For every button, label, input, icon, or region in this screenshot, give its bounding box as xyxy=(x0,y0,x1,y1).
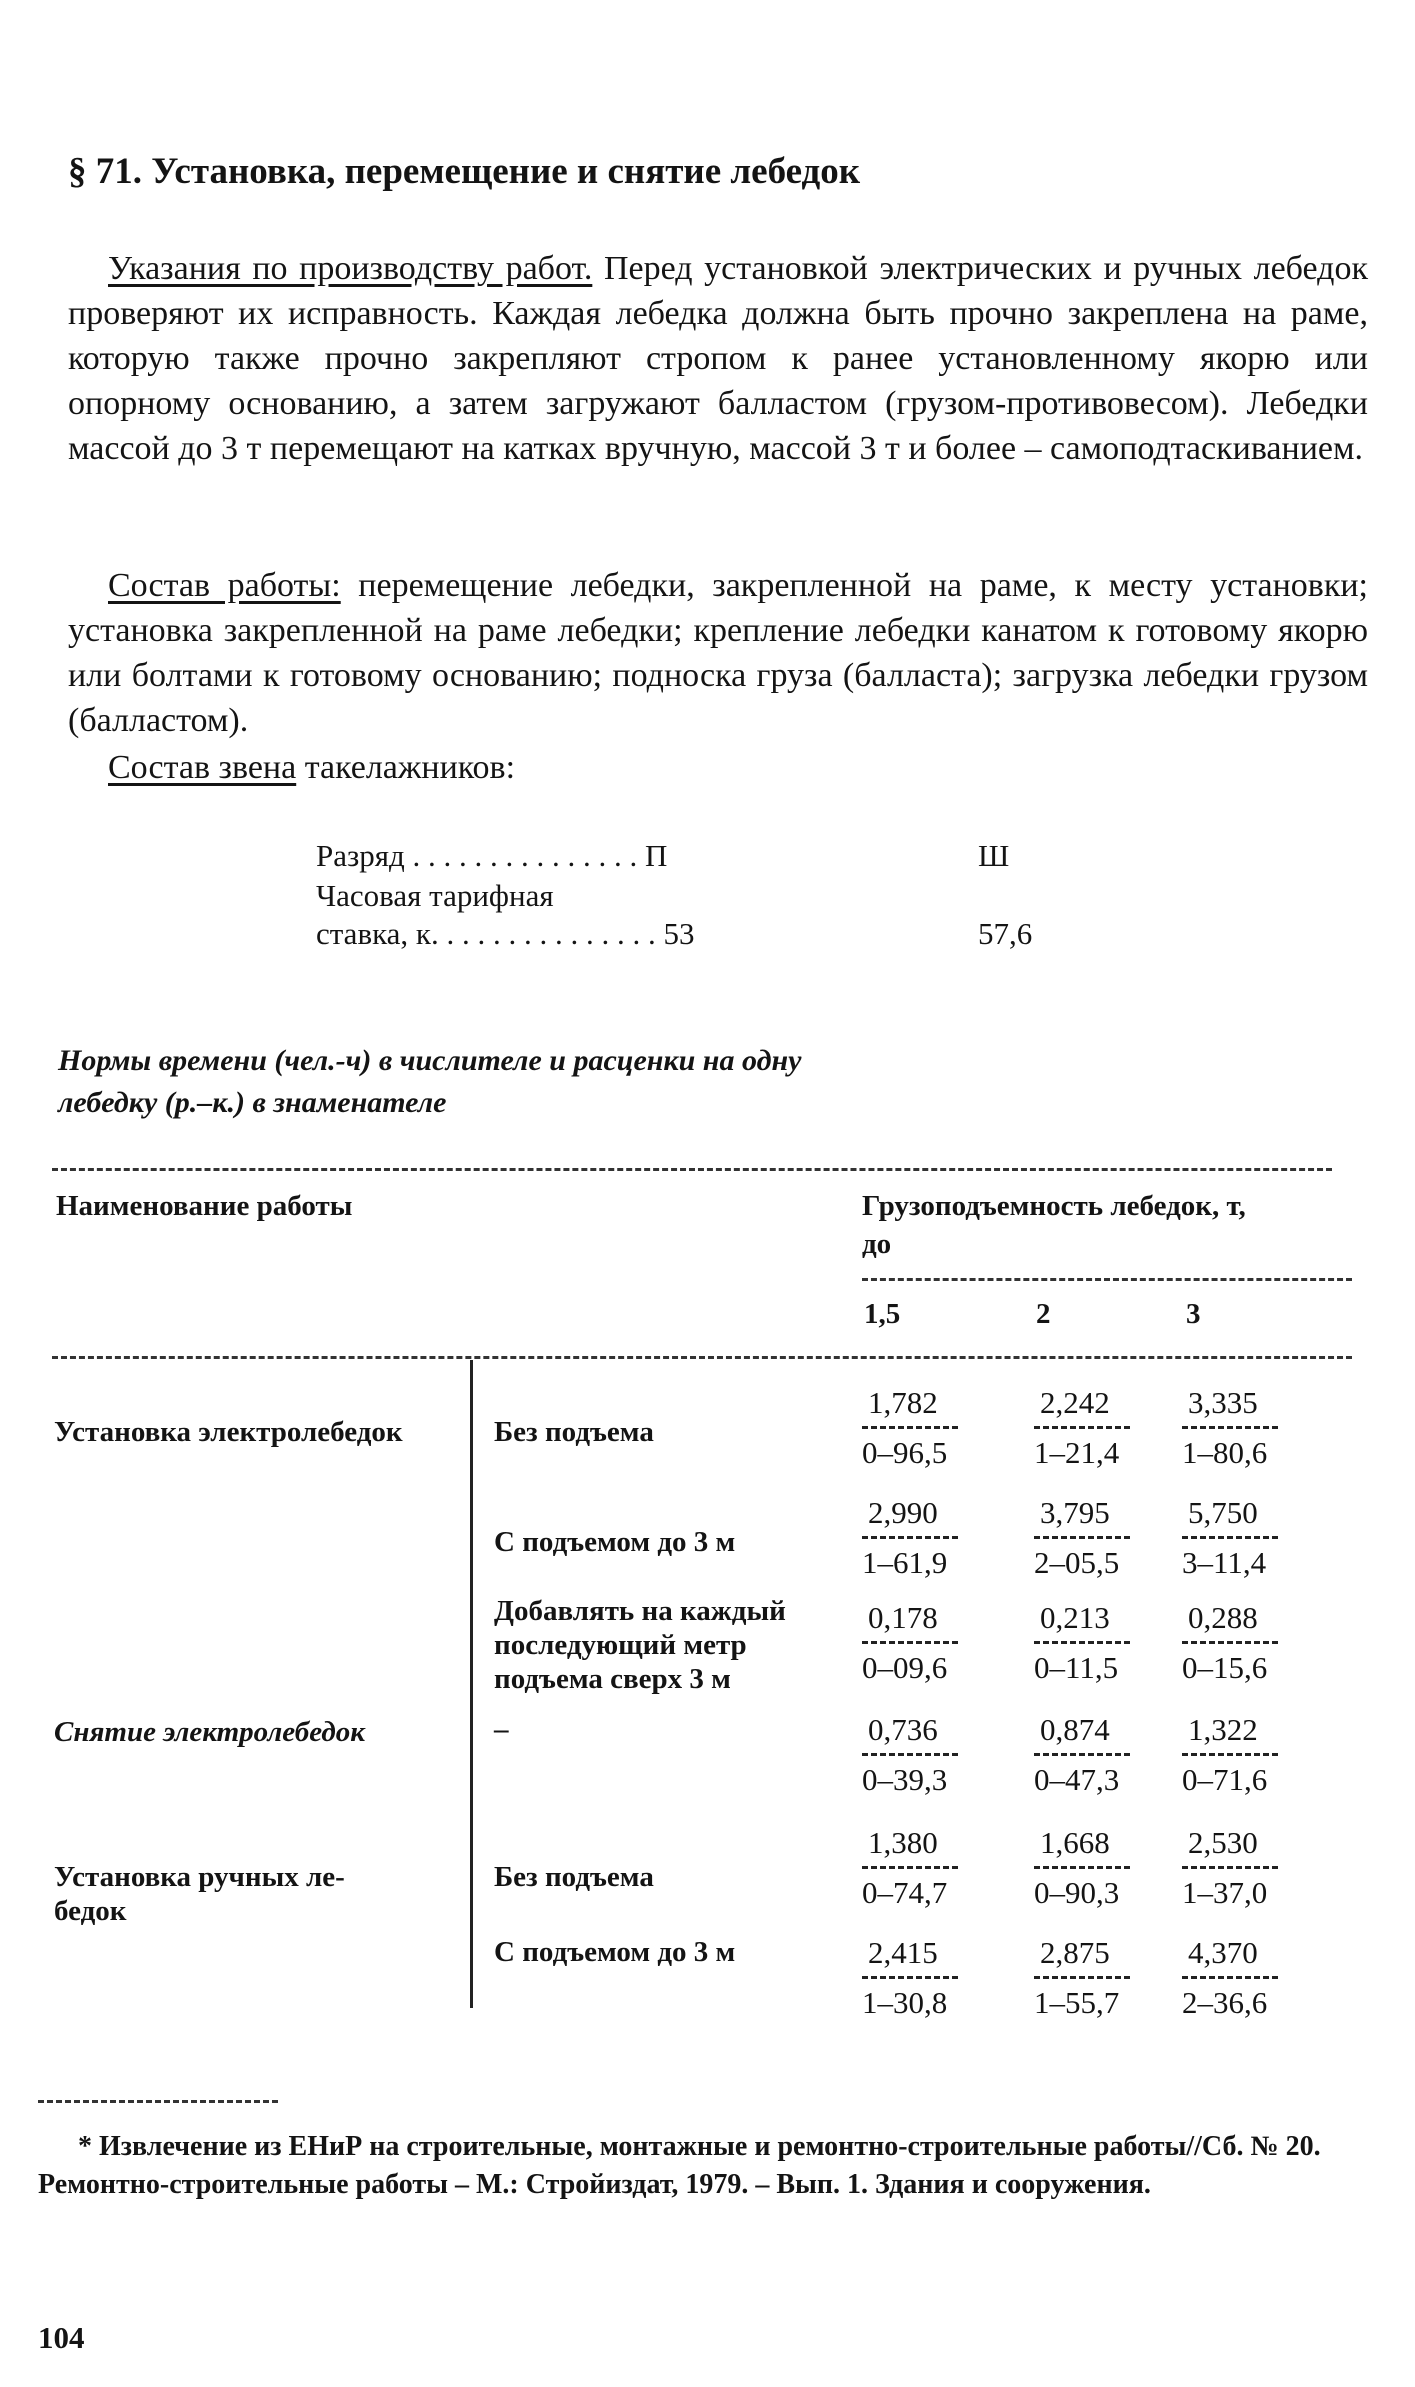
paragraph-work-composition xyxy=(68,563,1368,743)
value-denominator: 0–09,6 xyxy=(862,1650,948,1685)
value-numerator: 1,668 xyxy=(1040,1825,1110,1860)
table-header-rule xyxy=(52,1356,1352,1359)
instructions-lead: Указания по производству работ. xyxy=(108,250,593,287)
cond-row-3-line-2: последующий метр xyxy=(494,1629,747,1661)
fraction-line xyxy=(862,1976,958,1979)
page-number: 104 xyxy=(38,2320,85,2355)
value-numerator: 0,213 xyxy=(1040,1600,1110,1635)
col-header-name: Наименование работы xyxy=(56,1190,353,1222)
crew-rate-3: 57,6 xyxy=(978,916,1033,951)
footnote: * Извлечение из ЕНиР на строительные, монтажные и ремонтно-строительные работы//Сб. № 20. Ремонтно-строительные работы – М.: Стройиздат, 1979. – Вып. 1. Здания и сооружения. xyxy=(38,2131,1321,2200)
value-denominator: 0–15,6 xyxy=(1182,1650,1268,1685)
work-composition-lead: Состав работы: xyxy=(108,567,341,604)
value-numerator: 3,335 xyxy=(1188,1385,1258,1420)
cond-row-2: С подъемом до 3 м xyxy=(494,1526,736,1558)
caption-line-1: Нормы времени (чел.-ч) в числителе и расценки на одну xyxy=(58,1044,802,1077)
group-install-manual-line-1: Установка ручных ле- xyxy=(54,1861,345,1893)
value-denominator: 3–11,4 xyxy=(1182,1545,1267,1580)
fraction-line xyxy=(1034,1426,1130,1429)
value-denominator: 0–39,3 xyxy=(862,1762,948,1797)
col-header-capacity: Грузоподъемность лебедок, т, xyxy=(862,1190,1246,1222)
col-header-capacity-2: до xyxy=(862,1228,892,1260)
fraction-line xyxy=(1182,1426,1278,1429)
cond-row-3 xyxy=(494,1594,786,1696)
value-denominator: 1–37,0 xyxy=(1182,1875,1268,1910)
group-install-electric: Установка электролебедок xyxy=(54,1416,403,1448)
value-numerator: 1,380 xyxy=(868,1825,938,1860)
fraction-line xyxy=(1034,1753,1130,1756)
value-denominator: 2–36,6 xyxy=(1182,1985,1268,2020)
cap-col-3: 3 xyxy=(1186,1298,1201,1330)
value-denominator: 0–90,3 xyxy=(1034,1875,1120,1910)
value-numerator: 1,782 xyxy=(868,1385,938,1420)
cond-row-6: С подъемом до 3 м xyxy=(494,1936,736,1968)
value-denominator: 1–61,9 xyxy=(862,1545,948,1580)
group-install-manual-line-2: бедок xyxy=(54,1895,127,1927)
fraction-line xyxy=(862,1866,958,1869)
value-numerator: 3,795 xyxy=(1040,1495,1110,1530)
fraction-line xyxy=(862,1753,958,1756)
value-denominator: 2–05,5 xyxy=(1034,1545,1120,1580)
value-numerator: 2,990 xyxy=(868,1495,938,1530)
fraction-line xyxy=(1034,1536,1130,1539)
instructions-text: Перед установкой электрических и ручных лебедок проверяют их исправность. Каждая лебедка должна быть прочно закреплена на раме, которую также прочно закрепляют стропом к ранее установленному якорю или опорному основанию, а затем загружают балластом (грузом-противовесом). Лебедки массой до 3 т перемещают на катках вручную, массой 3 т и более – самоподтаскиванием. xyxy=(68,250,1368,467)
fraction-line xyxy=(862,1641,958,1644)
value-denominator: 1–21,4 xyxy=(1034,1435,1120,1470)
value-denominator: 1–55,7 xyxy=(1034,1985,1120,2020)
crew-rate-label-2: ставка, к. . . . . . . . . . . . . . . 53 xyxy=(316,916,695,951)
value-denominator: 1–30,8 xyxy=(862,1985,948,2020)
fraction-line xyxy=(1034,1641,1130,1644)
fraction-line xyxy=(1182,1753,1278,1756)
value-denominator: 1–80,6 xyxy=(1182,1435,1268,1470)
value-numerator: 2,242 xyxy=(1040,1385,1110,1420)
cond-row-5: Без подъема xyxy=(494,1861,654,1893)
value-numerator: 0,736 xyxy=(868,1712,938,1747)
fraction-line xyxy=(1182,1866,1278,1869)
value-denominator: 0–71,6 xyxy=(1182,1762,1268,1797)
crew-rank-3: Ш xyxy=(978,838,1010,873)
section-heading: § 71. Установка, перемещение и снятие лебедок xyxy=(68,151,861,192)
cond-row-3-line-3: подъема сверх 3 м xyxy=(494,1663,731,1695)
value-denominator: 0–11,5 xyxy=(1034,1650,1119,1685)
table-top-rule xyxy=(52,1168,1332,1171)
value-numerator: 0,874 xyxy=(1040,1712,1110,1747)
cap-col-1: 1,5 xyxy=(864,1298,901,1330)
cond-row-1: Без подъема xyxy=(494,1416,654,1448)
value-denominator: 0–47,3 xyxy=(1034,1762,1120,1797)
fraction-line xyxy=(1034,1866,1130,1869)
fraction-line xyxy=(1182,1536,1278,1539)
value-numerator: 0,178 xyxy=(868,1600,938,1635)
value-denominator: 0–74,7 xyxy=(862,1875,948,1910)
value-numerator: 0,288 xyxy=(1188,1600,1258,1635)
table-caption xyxy=(58,1040,801,1124)
paragraph-crew xyxy=(68,745,515,790)
paragraph-instructions xyxy=(68,246,1368,471)
fraction-line xyxy=(1182,1976,1278,1979)
work-composition-text: перемещение лебедки, закрепленной на раме, к месту установки; установка закрепленной на раме лебедки; крепление лебедки канатом к готовому якорю или болтами к готовому основанию; подноска груза (балласта); загрузка лебедки грузом (балластом). xyxy=(68,567,1369,739)
group-install-manual xyxy=(54,1860,345,1928)
group-remove-electric: Снятие электролебедок xyxy=(54,1716,365,1748)
fraction-line xyxy=(1182,1641,1278,1644)
cap-col-2: 2 xyxy=(1036,1298,1051,1330)
footnote-rule xyxy=(38,2100,278,2103)
fraction-line xyxy=(1034,1976,1130,1979)
value-denominator: 0–96,5 xyxy=(862,1435,948,1470)
value-numerator: 2,530 xyxy=(1188,1825,1258,1860)
crew-rank-label: Разряд . . . . . . . . . . . . . . . П xyxy=(316,838,668,873)
fraction-line xyxy=(862,1536,958,1539)
table-capacity-rule xyxy=(862,1278,1352,1281)
crew-lead: Состав звена xyxy=(108,749,297,786)
crew-rate-label-1: Часовая тарифная xyxy=(316,878,554,913)
cond-row-4: – xyxy=(494,1713,509,1745)
table-vertical-rule xyxy=(470,1360,473,2008)
value-numerator: 2,875 xyxy=(1040,1935,1110,1970)
value-numerator: 1,322 xyxy=(1188,1712,1258,1747)
value-numerator: 4,370 xyxy=(1188,1935,1258,1970)
caption-line-2: лебедку (р.–к.) в знаменателе xyxy=(58,1086,447,1119)
value-numerator: 5,750 xyxy=(1188,1495,1258,1530)
crew-text: такелажников: xyxy=(296,749,516,786)
value-numerator: 2,415 xyxy=(868,1935,938,1970)
cond-row-3-line-1: Добавлять на каждый xyxy=(494,1595,786,1627)
fraction-line xyxy=(862,1426,958,1429)
